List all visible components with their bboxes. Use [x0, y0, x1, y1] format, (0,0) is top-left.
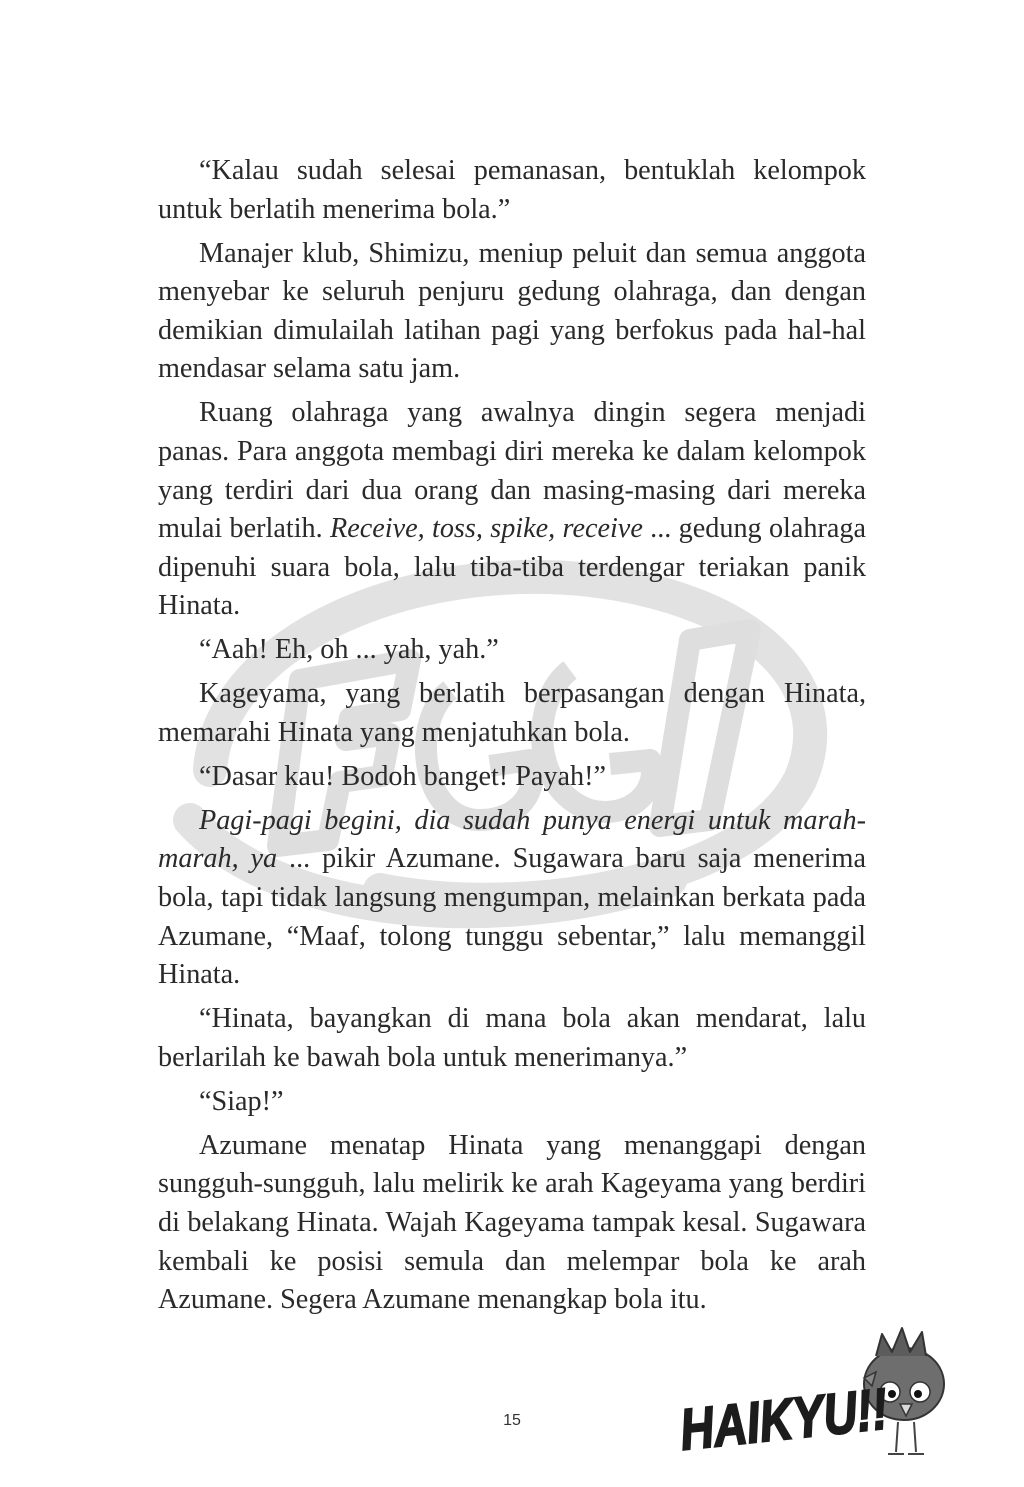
paragraph-3 — [158, 394, 866, 626]
paragraph-3-italic: Receive, toss, spike, receive — [330, 513, 643, 545]
paragraph-5: Kageyama, yang berlatih berpasangan dengan Hinata, memarahi Hinata yang menjatuhkan bola. — [158, 678, 866, 748]
paragraph-9: “Siap!” — [199, 1085, 284, 1117]
paragraph-7 — [158, 802, 866, 995]
paragraph-7-text-after: ... pikir Azumane. Sugawara baru saja menerima bola, tapi tidak langsung mengumpan, melainkan berkata pada Azumane, “Maaf, tolong tunggu sebentar,” lalu memanggil Hinata. — [158, 843, 866, 991]
haikyu-logo-text: HAIKYU!! — [676, 1370, 944, 1463]
paragraph-7-italic: Pagi-pagi begini, dia sudah punya energi untuk marah-marah, ya — [158, 804, 866, 875]
paragraph-3-text-after: ... gedung olahraga dipenuhi suara bola, lalu tiba-tiba terdengar teriakan panik Hinata. — [158, 513, 866, 622]
page-number: 15 — [503, 1412, 521, 1429]
story-text — [158, 152, 866, 1325]
paragraph-10: Azumane menatap Hinata yang menanggapi dengan sungguh-sungguh, lalu melirik ke arah Kageyama yang berdiri di belakang Hinata. Wajah Kageyama tampak kesal. Sugawara kembali ke posisi semula dan melempar bola ke arah Azumane. Segera Azumane menangkap bola itu. — [158, 1129, 866, 1316]
paragraph-3-text: Ruang olahraga yang awalnya dingin segera menjadi panas. Para anggota membagi diri mereka ke dalam kelompok yang terdiri dari dua orang dan masing-masing dari mereka mulai berlatih. — [158, 397, 866, 545]
paragraph-8: “Hinata, bayangkan di mana bola akan mendarat, lalu berlarilah ke bawah bola untuk menerimanya.” — [158, 1003, 866, 1073]
paragraph-6: “Dasar kau! Bodoh banget! Payah!” — [199, 760, 606, 792]
paragraph-2: Manajer klub, Shimizu, meniup peluit dan semua anggota menyebar ke seluruh penjuru gedung olahraga, dan dengan demikian dimulailah latihan pagi yang berfokus pada hal-hal mendasar selama satu jam. — [158, 237, 866, 385]
paragraph-4: “Aah! Eh, oh ... yah, yah.” — [199, 634, 499, 666]
paragraph-1: “Kalau sudah selesai pemanasan, bentuklah kelompok untuk berlatih menerima bola.” — [158, 155, 866, 225]
haikyu-brand-logo — [676, 1312, 976, 1472]
